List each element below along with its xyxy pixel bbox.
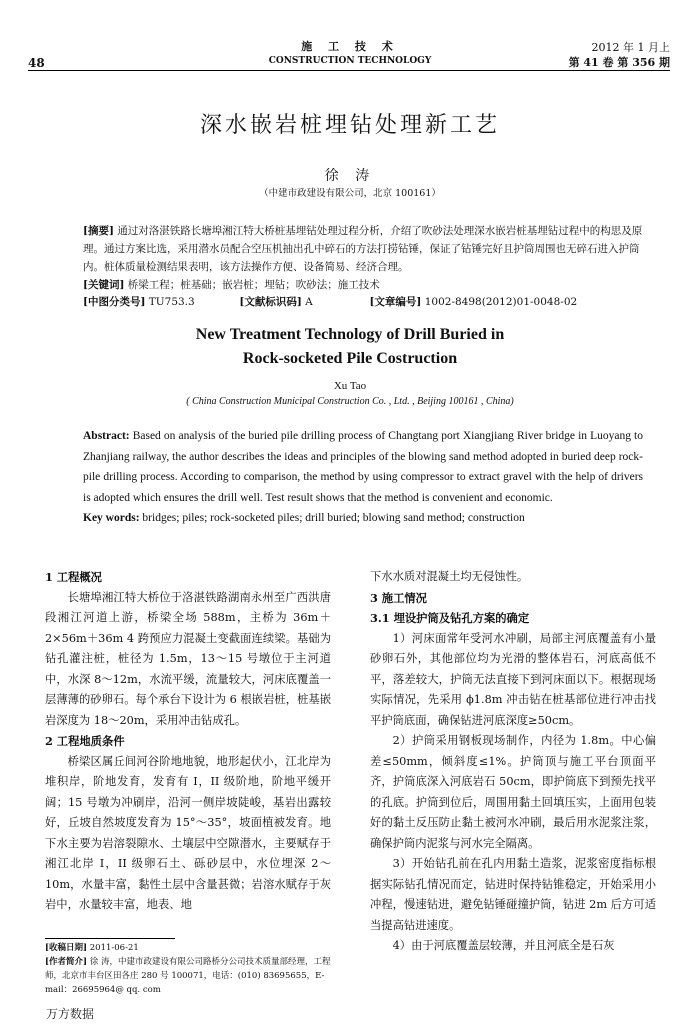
journal-name-en: CONSTRUCTION TECHNOLOGY (268, 56, 432, 66)
section-3-1-heading: 3.1 埋设护筒及钻孔方案的确定 (370, 611, 530, 625)
bio-label: [作者简介] (45, 957, 88, 967)
header-rule (28, 70, 670, 71)
affiliation-cn: （中建市政建设有限公司，北京 100161） (259, 188, 441, 199)
abstract-en-text: Based on analysis of the buried pile drilling process of Changtang port Xiangjiang River bridge in Luoyang to Zhanjiang railway, the author describes the ideas and principles of the blowing sand method adopted in buried deep rock-pile drilling process. According to comparison, the method by using compressor to extract gravel with the help of drivers is adopted which ensures the drill well. Test result shows that the method is convenient and economic. (83, 430, 643, 504)
section-3-heading: 3 施工情况 (370, 590, 427, 605)
watermark: 万方数据 (46, 1007, 95, 1021)
keywords-cn (83, 276, 643, 294)
doc-code-label: [文献标识码] (239, 296, 302, 308)
received-label: [收稿日期] (45, 943, 88, 953)
page-number: 48 (28, 56, 45, 70)
footnote-rule (45, 938, 175, 939)
received-value: 2011-06-21 (89, 943, 139, 953)
keywords-cn-text: 桥梁工程；桩基础；嵌岩桩；埋钻；吹砂法；施工技术 (127, 279, 380, 291)
abstract-cn-text: 通过对洛湛铁路长塘埠湘江特大桥桩基埋钻处理过程分析，介绍了吹砂法处理深水嵌岩桩基埋钻过程中的构思及原理。通过方案比选，采用潜水员配合空压机抽出孔中碎石的方法打捞钻锤，保证了钻锤完好且护筒周围也无碎石进入护筒内。桩体质量检测结果表明，该方法操作方便、设备简易、经济合理。 (83, 225, 643, 273)
keywords-en-text: bridges; piles; rock-socketed piles; drill buried; blowing sand method; construction (142, 512, 525, 524)
article-no-label: [文章编号] (369, 296, 422, 308)
abstract-en (83, 426, 643, 529)
journal-name-cn: 施 工 技 术 (301, 40, 399, 53)
clc-value: TU753.3 (148, 296, 195, 308)
continued-paragraph: 下水水质对混凝土均无侵蚀性。 (370, 570, 529, 583)
author-cn: 徐 涛 (324, 168, 376, 184)
article-no-value: 1002-8498(2012)01-0048-02 (424, 296, 578, 308)
abstract-en-para (83, 426, 643, 508)
body-right-column (370, 567, 656, 957)
title-en-line1: New Treatment Technology of Drill Buried in (195, 326, 505, 343)
bio-text: 徐 涛，中建市政建设有限公司路桥分公司技术质量部经理，工程师，北京市丰台区田各庄 280 号 100071，电话：(010) 83695655，E-mail：26695964@ qq. com (45, 957, 331, 995)
abstract-en-label: Abstract: (83, 430, 130, 442)
section-2-heading: 2 工程地质条件 (45, 734, 125, 748)
body-left-column (45, 567, 331, 916)
received-date (45, 941, 335, 955)
abstract-cn-label: [摘要] (83, 225, 114, 237)
section-1-paragraph: 长塘埠湘江特大桥位于洛湛铁路湖南永州至广西洪唐段湘江河道上游，桥梁全场 588m，主桥为 36m＋2×56m＋36m 4 跨预应力混凝土变截面连续梁。基础为钻孔灌注桩，桩径为 1.5m，13～15 号墩位于主河道中，水深 8～12m，水流平缓，流量较大，河床底覆盖一层薄薄的砂卵石。每个承台下设计为 6 根嵌岩桩，桩基嵌岩深度为 18～20m，采用冲击钻成孔。 (45, 590, 331, 727)
paragraph-item-3: 3）开始钻孔前在孔内用黏土造浆，泥浆密度指标根据实际钻孔情况而定，钻进时保持钻锥稳定，开始采用小冲程，慢速钻进，避免钻锤碰撞护筒，钻进 2m 后方可适当提高钻进速度。 (370, 857, 656, 932)
author-bio (45, 955, 335, 997)
affiliation-en: ( China Construction Municipal Construction Co. , Ltd. , Beijing 100161 , China) (186, 396, 514, 407)
keywords-en-para (83, 508, 643, 529)
paragraph-item-1: 1）河床面常年受河水冲刷，局部主河底覆盖有小量砂卵石外，其他部位均为光滑的整体岩石，河底高低不平，落差较大，护筒无法直接下到河床面以下。根据现场实际情况，先采用 ϕ1.8m 冲击钻在桩基部位进行冲击找平护筒底面，确保钻进河底深度≥50cm。 (370, 631, 656, 727)
issue-date: 2012 年 1 月上 (591, 41, 670, 54)
section-2-paragraph: 桥梁区属丘间河谷阶地地貌，地形起伏小，江北岸为堆积岸，阶地发育，发育有 I，II 级阶地，阶地平缓开阔；15 号墩为冲刷岸，沿河一侧岸坡陡峻，基岩出露较好，丘坡自然坡度发育为 15°～35°，坡面植被发育。地下水主要为岩溶裂隙水、土壤层中空隙潜水，主要赋存于湘江北岸 I，II 级卵石土、砾砂层中，水位埋深 2～10m，水量丰富，黏性土层中含量甚微；岩溶水赋存于灰岩中，水量较丰富，地表、地 (45, 754, 331, 911)
abstract-cn (83, 222, 643, 276)
issue-info (569, 40, 670, 70)
footnote (45, 941, 335, 997)
title-en-line2: Rock-socketed Pile Costruction (242, 350, 458, 367)
clc-label: [中图分类号] (83, 296, 146, 308)
issue-volume: 第 41 卷 第 356 期 (568, 56, 670, 69)
keywords-en-label: Key words: (83, 512, 140, 524)
title-en (0, 323, 700, 371)
paragraph-item-2: 2）护筒采用钢板现场制作，内径为 1.8m。中心偏差≤50mm，倾斜度≤1%。护筒顶与施工平台顶面平齐，护筒底深入河底岩石 50cm，即护筒底下到预先找平的孔底。护筒到位后，周围用黏土回填压实，上面用包装好的黏土反压防止黏土被河水冲刷，最后用水泥浆注浆，确保护筒内泥浆与河水完全隔离。 (370, 734, 656, 850)
author-en: Xu Tao (333, 380, 367, 392)
section-1-heading: 1 工程概况 (45, 570, 102, 584)
classification-line (83, 293, 643, 311)
title-cn: 深水嵌岩桩埋钻处理新工艺 (199, 113, 500, 138)
keywords-cn-label: [关键词] (83, 279, 125, 291)
paragraph-item-4: 4）由于河底覆盖层较薄，并且河底全是石灰 (392, 939, 615, 952)
doc-code-value: A (305, 296, 313, 308)
